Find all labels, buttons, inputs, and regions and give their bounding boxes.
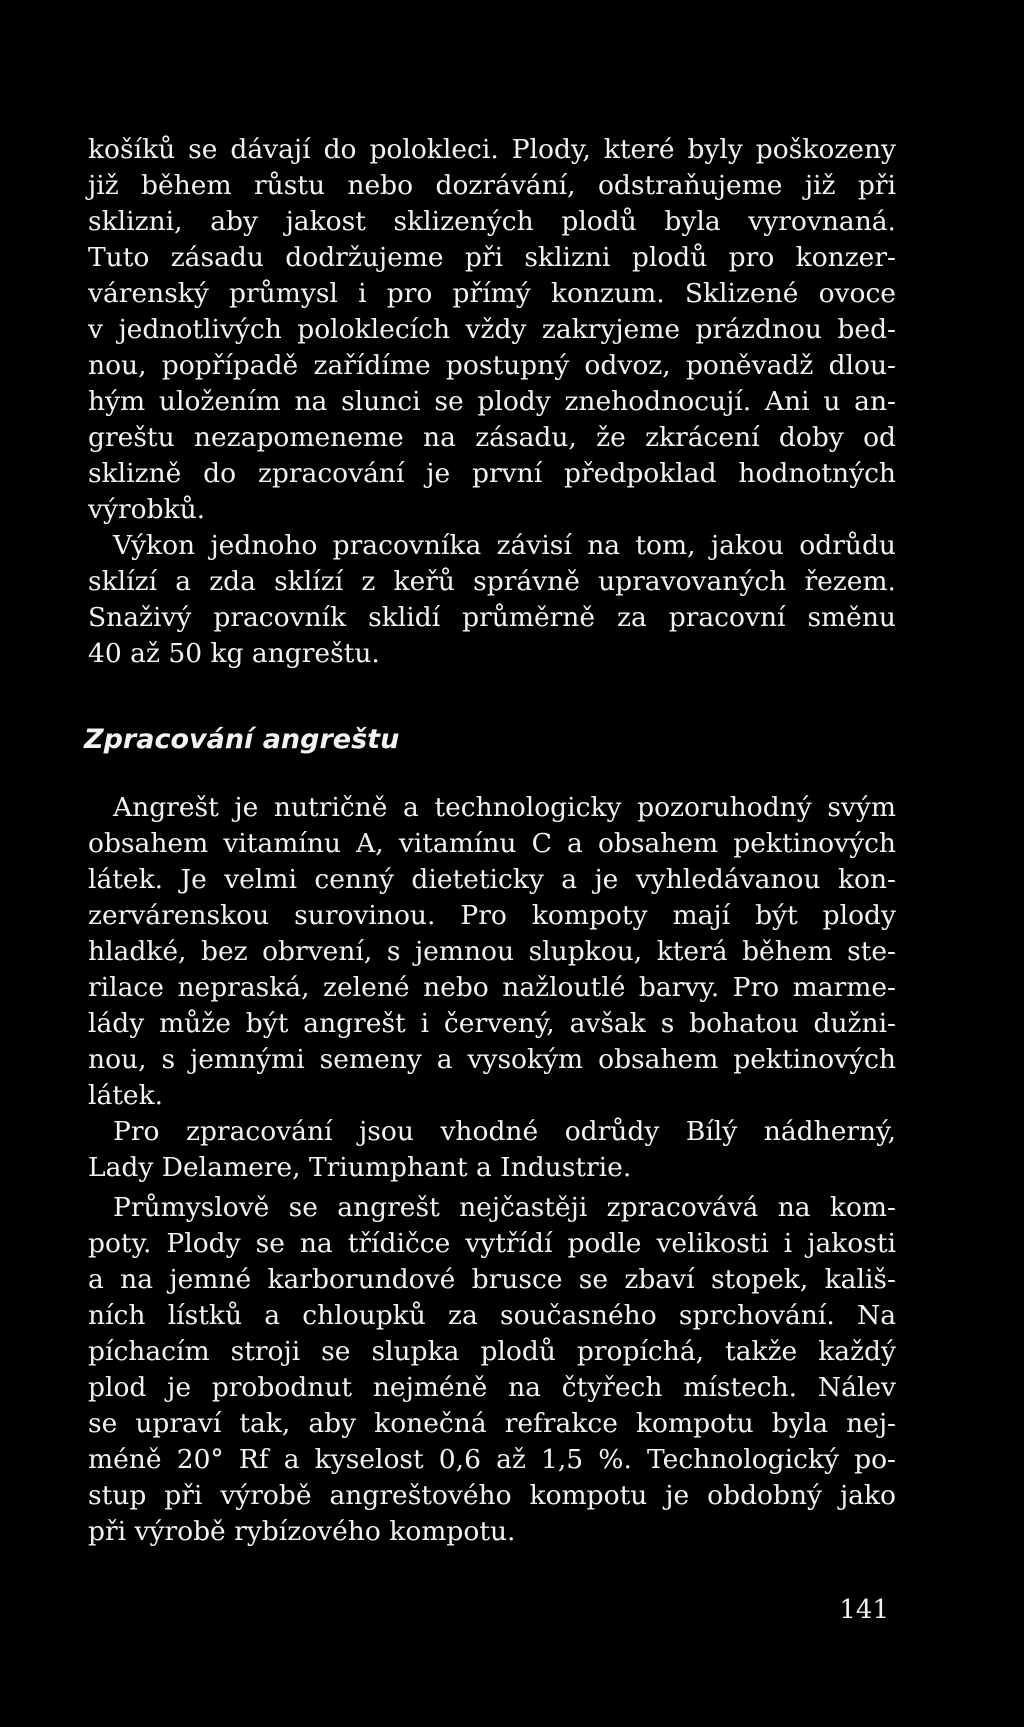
- text-line: méně 20° Rf a kyselost 0,6 až 1,5 %. Technologický po-: [88, 1444, 896, 1475]
- text-line: rilace nepraská, zelené nebo nažloutlé barvy. Pro marme-: [88, 972, 896, 1003]
- text-line: poty. Plody se na třídičce vytřídí podle velikosti i jakosti: [88, 1228, 896, 1259]
- text-line: várenský průmysl i pro přímý konzum. Sklizené ovoce: [88, 278, 896, 309]
- text-line: při výrobě rybízového kompotu.: [88, 1516, 516, 1547]
- text-line: výrobků.: [88, 494, 206, 525]
- text-line: Angrešt je nutričně a technologicky pozoruhodný svým: [113, 792, 896, 823]
- page-number: 141: [839, 1595, 889, 1625]
- text-line: Průmyslově se angrešt nejčastěji zpracovává na kom-: [113, 1192, 896, 1223]
- text-line: Tuto zásadu dodržujeme při sklizni plodů pro konzer-: [88, 242, 896, 273]
- text-line: v jednotlivých poloklecích vždy zakryjeme prázdnou bed-: [88, 314, 896, 345]
- section-heading: Zpracování angreštu: [84, 724, 400, 755]
- text-line: látek. Je velmi cenný dieteticky a je vyhledávanou kon-: [88, 864, 896, 895]
- text-line: Výkon jednoho pracovníka závisí na tom, jakou odrůdu: [113, 530, 896, 561]
- text-line: Pro zpracování jsou vhodné odrůdy Bílý nádherný,: [113, 1116, 896, 1147]
- text-line: nou, s jemnými semeny a vysokým obsahem pektinových: [88, 1044, 896, 1075]
- text-line: hým uložením na slunci se plody znehodnocují. Ani u an-: [88, 386, 896, 417]
- text-line: lády může být angrešt i červený, avšak s bohatou dužni-: [88, 1008, 896, 1039]
- text-line: ních lístků a chloupků za současného sprchování. Na: [88, 1300, 896, 1331]
- text-line: hladké, bez obrvení, s jemnou slupkou, která během ste-: [88, 936, 896, 967]
- text-line: obsahem vitamínu A, vitamínu C a obsahem pektinových: [88, 828, 896, 859]
- text-line: látek.: [88, 1080, 164, 1111]
- text-line: zervárenskou surovinou. Pro kompoty mají být plody: [88, 900, 896, 931]
- text-line: a na jemné karborundové brusce se zbaví stopek, kališ-: [88, 1264, 896, 1295]
- text-line: píchacím stroji se slupka plodů propíchá, takže každý: [88, 1336, 896, 1367]
- text-line: 40 až 50 kg angreštu.: [88, 638, 380, 669]
- text-line: se upraví tak, aby konečná refrakce kompotu byla nej-: [88, 1408, 896, 1439]
- text-line: již během růstu nebo dozrávání, odstraňujeme již při: [88, 170, 896, 201]
- text-line: nou, popřípadě zařídíme postupný odvoz, poněvadž dlou-: [88, 350, 896, 381]
- text-line: sklízí a zda sklízí z keřů správně upravovaných řezem.: [88, 566, 896, 597]
- text-line: greštu nezapomeneme na zásadu, že zkrácení doby od: [88, 422, 896, 453]
- text-line: plod je probodnut nejméně na čtyřech místech. Nálev: [88, 1372, 896, 1403]
- text-line: sklizni, aby jakost sklizených plodů byla vyrovnaná.: [88, 206, 896, 237]
- text-line: košíků se dávají do polokleci. Plody, které byly poškozeny: [88, 134, 896, 165]
- text-line: Snaživý pracovník sklidí průměrně za pracovní směnu: [88, 602, 896, 633]
- text-line: stup při výrobě angreštového kompotu je obdobný jako: [88, 1480, 896, 1511]
- text-line: Lady Delamere, Triumphant a Industrie.: [88, 1152, 632, 1183]
- text-line: sklizně do zpracování je první předpoklad hodnotných: [88, 458, 896, 489]
